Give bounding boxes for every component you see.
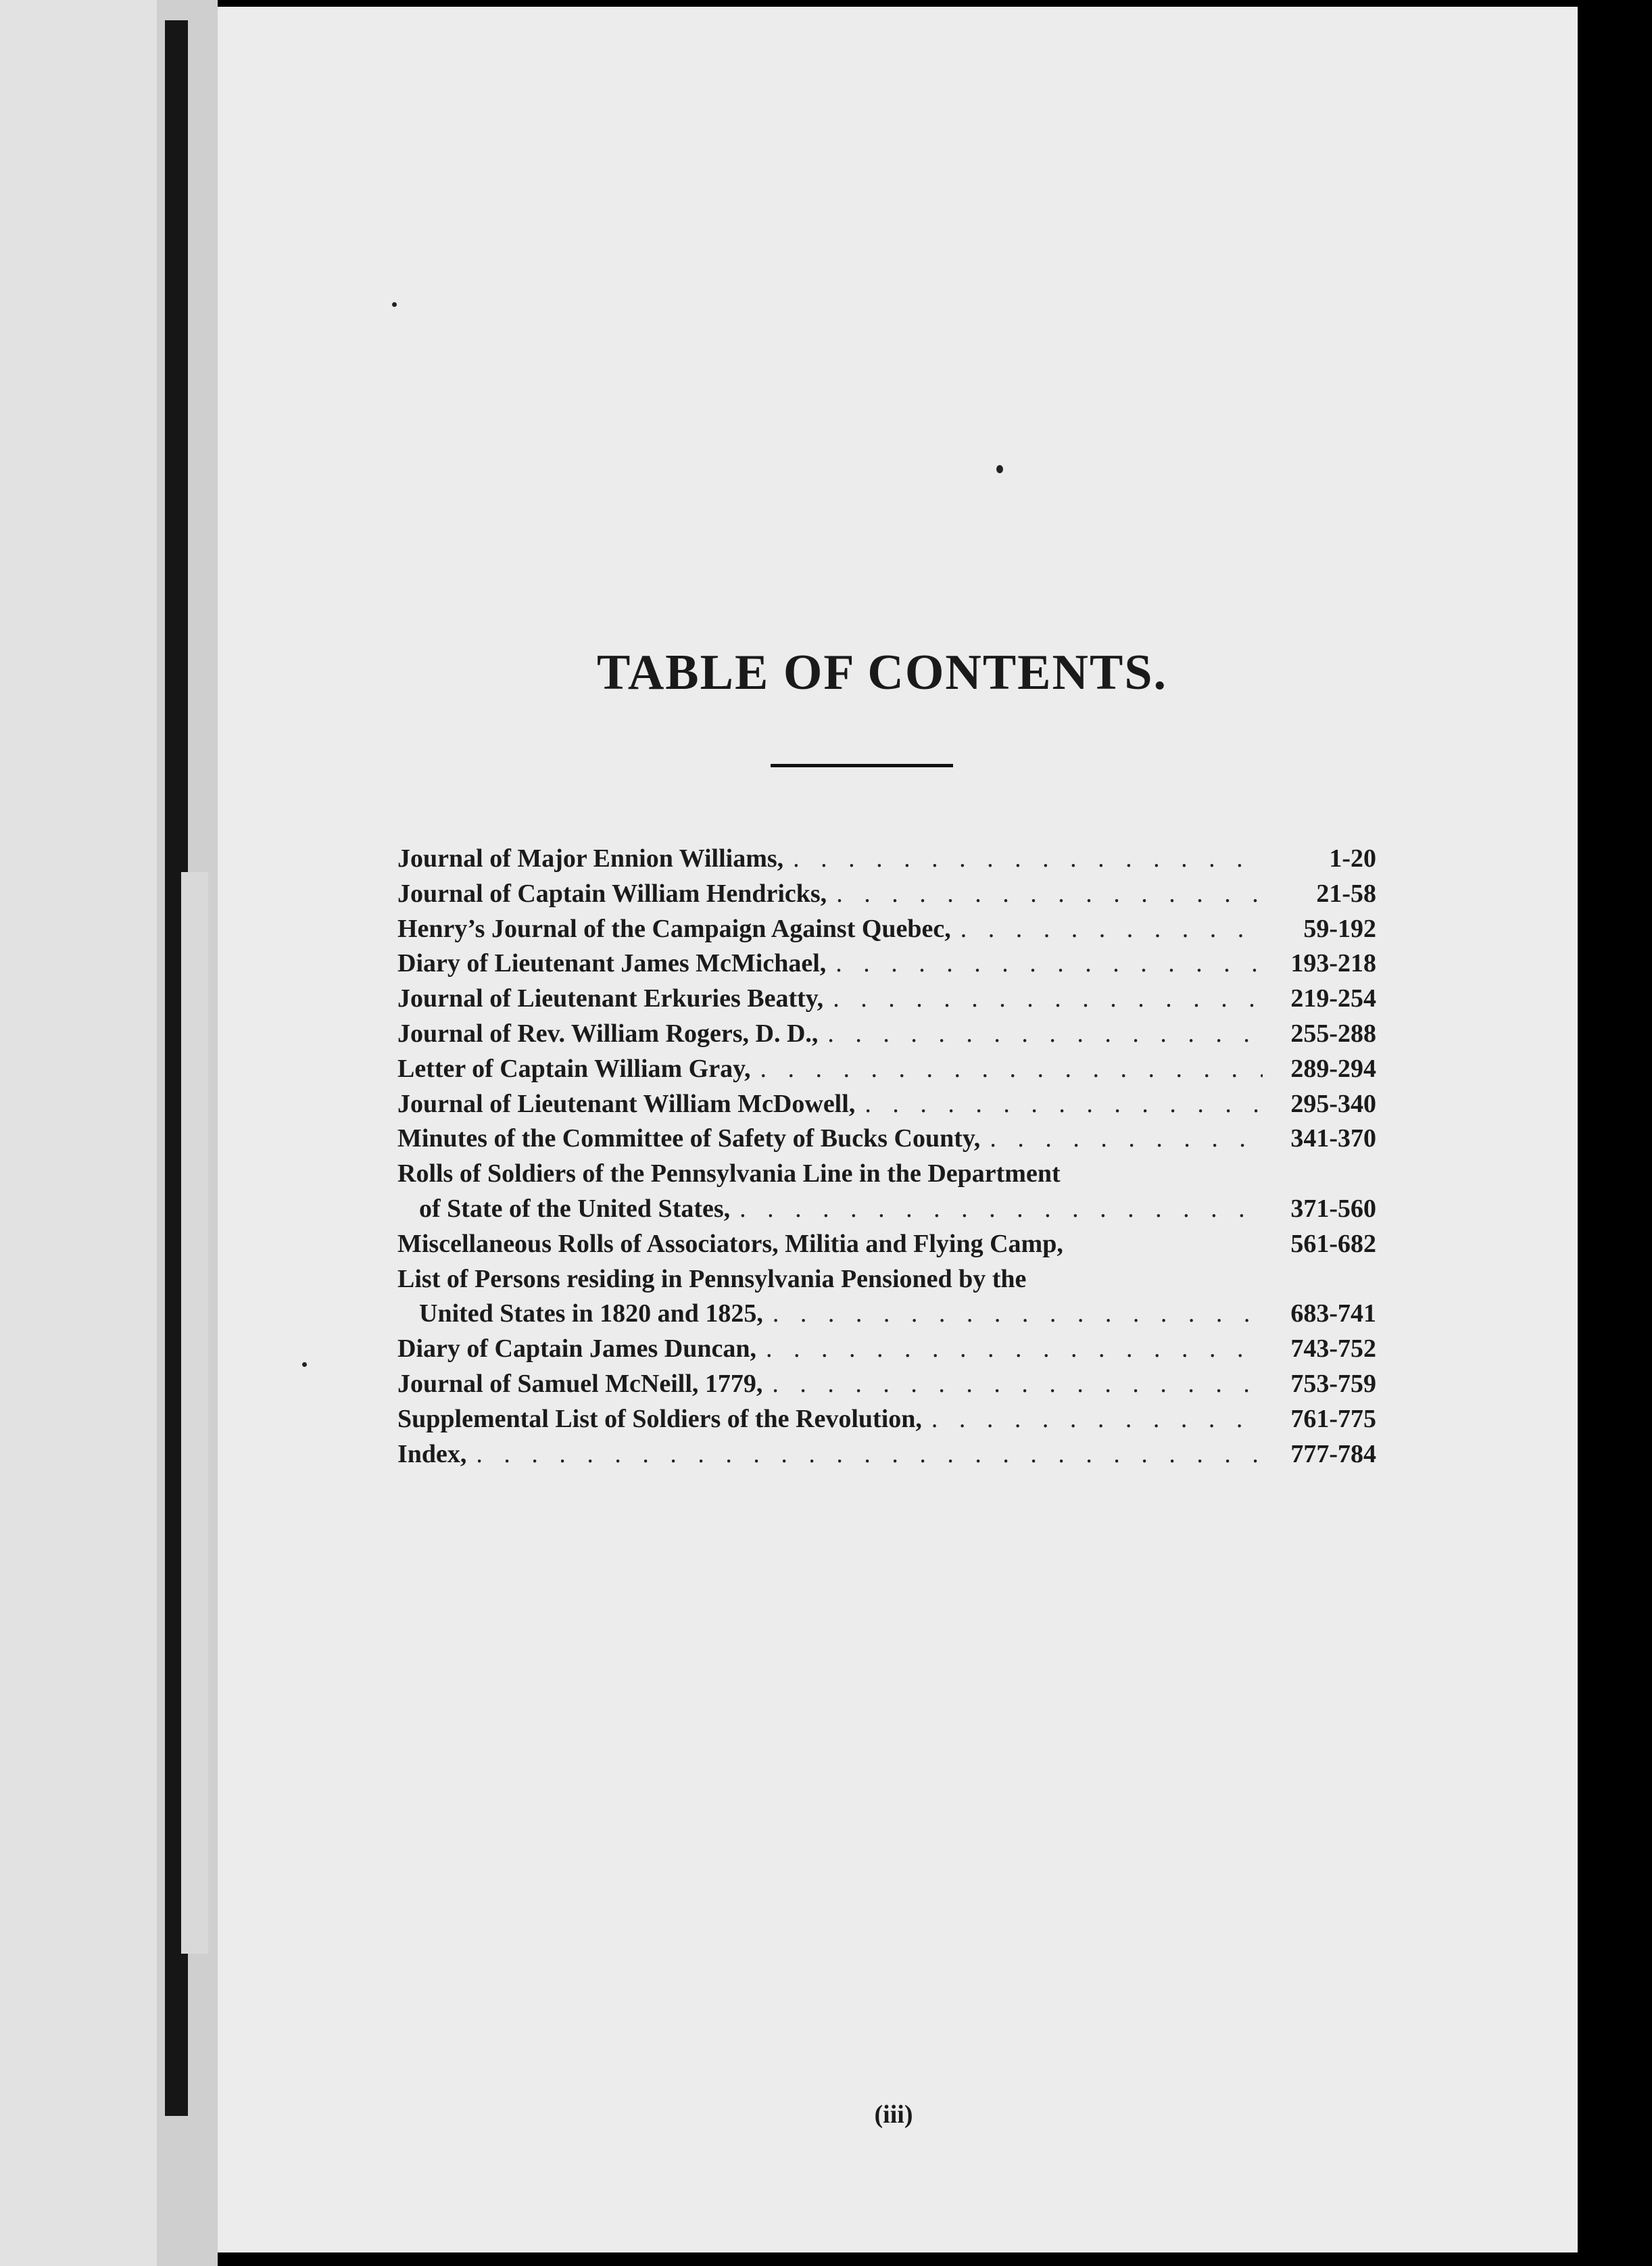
dot-leader (827, 1019, 1263, 1048)
dot-leader (833, 984, 1263, 1013)
toc-entry (397, 844, 1376, 879)
toc-entry-title: United States in 1820 and 1825, (419, 1299, 763, 1328)
dot-leader (793, 844, 1263, 873)
dot-leader (766, 1334, 1263, 1364)
dot-leader (772, 1369, 1263, 1399)
toc-entry-title: Journal of Major Ennion Williams, (397, 844, 784, 873)
toc-entry (397, 914, 1376, 949)
toc-entry (397, 1299, 1376, 1334)
toc-entry-title: Diary of Captain James Duncan, (397, 1334, 756, 1364)
toc-entry-title: Diary of Lieutenant James McMichael, (397, 949, 827, 978)
toc-entry-pages: 683-741 (1290, 1299, 1376, 1328)
toc-entry-pages: 289-294 (1290, 1054, 1376, 1083)
dot-leader (961, 914, 1263, 944)
title-rule (771, 764, 953, 767)
toc-entry-pages: 753-759 (1290, 1369, 1376, 1398)
dot-leader (760, 1054, 1263, 1084)
dot-leader (865, 1089, 1263, 1119)
toc-entry (397, 1124, 1376, 1159)
toc-entry (397, 1334, 1376, 1369)
toc-entry (397, 1369, 1376, 1404)
toc-entry-title: List of Persons residing in Pennsylvania Pensioned by the (397, 1264, 1027, 1293)
toc-entry-pages: 341-370 (1290, 1124, 1376, 1153)
toc-entry-pages: 743-752 (1290, 1334, 1376, 1364)
speck (302, 1362, 307, 1367)
toc-entry-pages: 561-682 (1290, 1229, 1376, 1258)
toc-entry (397, 1159, 1376, 1194)
dot-leader (773, 1299, 1263, 1328)
toc-entry-title: Rolls of Soldiers of the Pennsylvania Line in the Department (397, 1159, 1061, 1188)
speck (392, 302, 397, 307)
toc-entry-pages: 1-20 (1329, 844, 1376, 873)
facing-page (0, 0, 157, 2266)
toc-entry-pages: 761-775 (1290, 1404, 1376, 1433)
toc-entry (397, 948, 1376, 984)
toc-entry-title: Journal of Captain William Hendricks, (397, 879, 827, 908)
toc-entry-title: Index, (397, 1439, 467, 1468)
toc-entry-title: Journal of Rev. William Rogers, D. D., (397, 1019, 819, 1048)
page-folio: (iii) (874, 2100, 913, 2129)
toc-entry-pages: 193-218 (1290, 949, 1376, 978)
toc-entry-title: Journal of Lieutenant Erkuries Beatty, (397, 984, 824, 1013)
toc-entry-title: Letter of Captain William Gray, (397, 1054, 751, 1083)
dot-leader (835, 948, 1263, 978)
page-title: TABLE OF CONTENTS. (596, 645, 1167, 700)
toc-entry (397, 1019, 1376, 1054)
toc-entry-title: of State of the United States, (419, 1194, 731, 1223)
toc-entry-pages: 371-560 (1290, 1194, 1376, 1223)
toc-entry (397, 1404, 1376, 1439)
toc-entry (397, 879, 1376, 914)
dot-leader (836, 879, 1263, 909)
table-of-contents (397, 844, 1376, 1474)
dot-leader (476, 1439, 1263, 1469)
toc-entry-title: Henry’s Journal of the Campaign Against Quebec, (397, 914, 951, 943)
toc-entry-pages: 59-192 (1303, 914, 1376, 943)
toc-entry (397, 1264, 1376, 1299)
toc-entry-title: Minutes of the Committee of Safety of Bucks County, (397, 1124, 981, 1153)
scan-border (1578, 0, 1652, 2266)
toc-entry-pages: 777-784 (1290, 1439, 1376, 1468)
dot-leader (990, 1124, 1263, 1153)
toc-entry-pages: 219-254 (1290, 984, 1376, 1013)
toc-entry (397, 984, 1376, 1019)
gutter-notch (181, 872, 208, 1954)
toc-entry-pages: 255-288 (1290, 1019, 1376, 1048)
toc-entry (397, 1229, 1376, 1264)
toc-entry (397, 1439, 1376, 1474)
toc-entry-pages: 295-340 (1290, 1089, 1376, 1118)
dot-leader (931, 1404, 1263, 1434)
speck (996, 465, 1003, 473)
toc-entry (397, 1054, 1376, 1089)
toc-entry-title: Journal of Samuel McNeill, 1779, (397, 1369, 763, 1398)
toc-entry (397, 1194, 1376, 1229)
toc-entry-title: Supplemental List of Soldiers of the Revolution, (397, 1404, 922, 1433)
toc-entry (397, 1089, 1376, 1124)
toc-entry-pages: 21-58 (1316, 879, 1376, 908)
dot-leader (739, 1194, 1263, 1224)
toc-entry-title: Journal of Lieutenant William McDowell, (397, 1089, 856, 1118)
toc-entry-title: Miscellaneous Rolls of Associators, Militia and Flying Camp, (397, 1229, 1063, 1258)
